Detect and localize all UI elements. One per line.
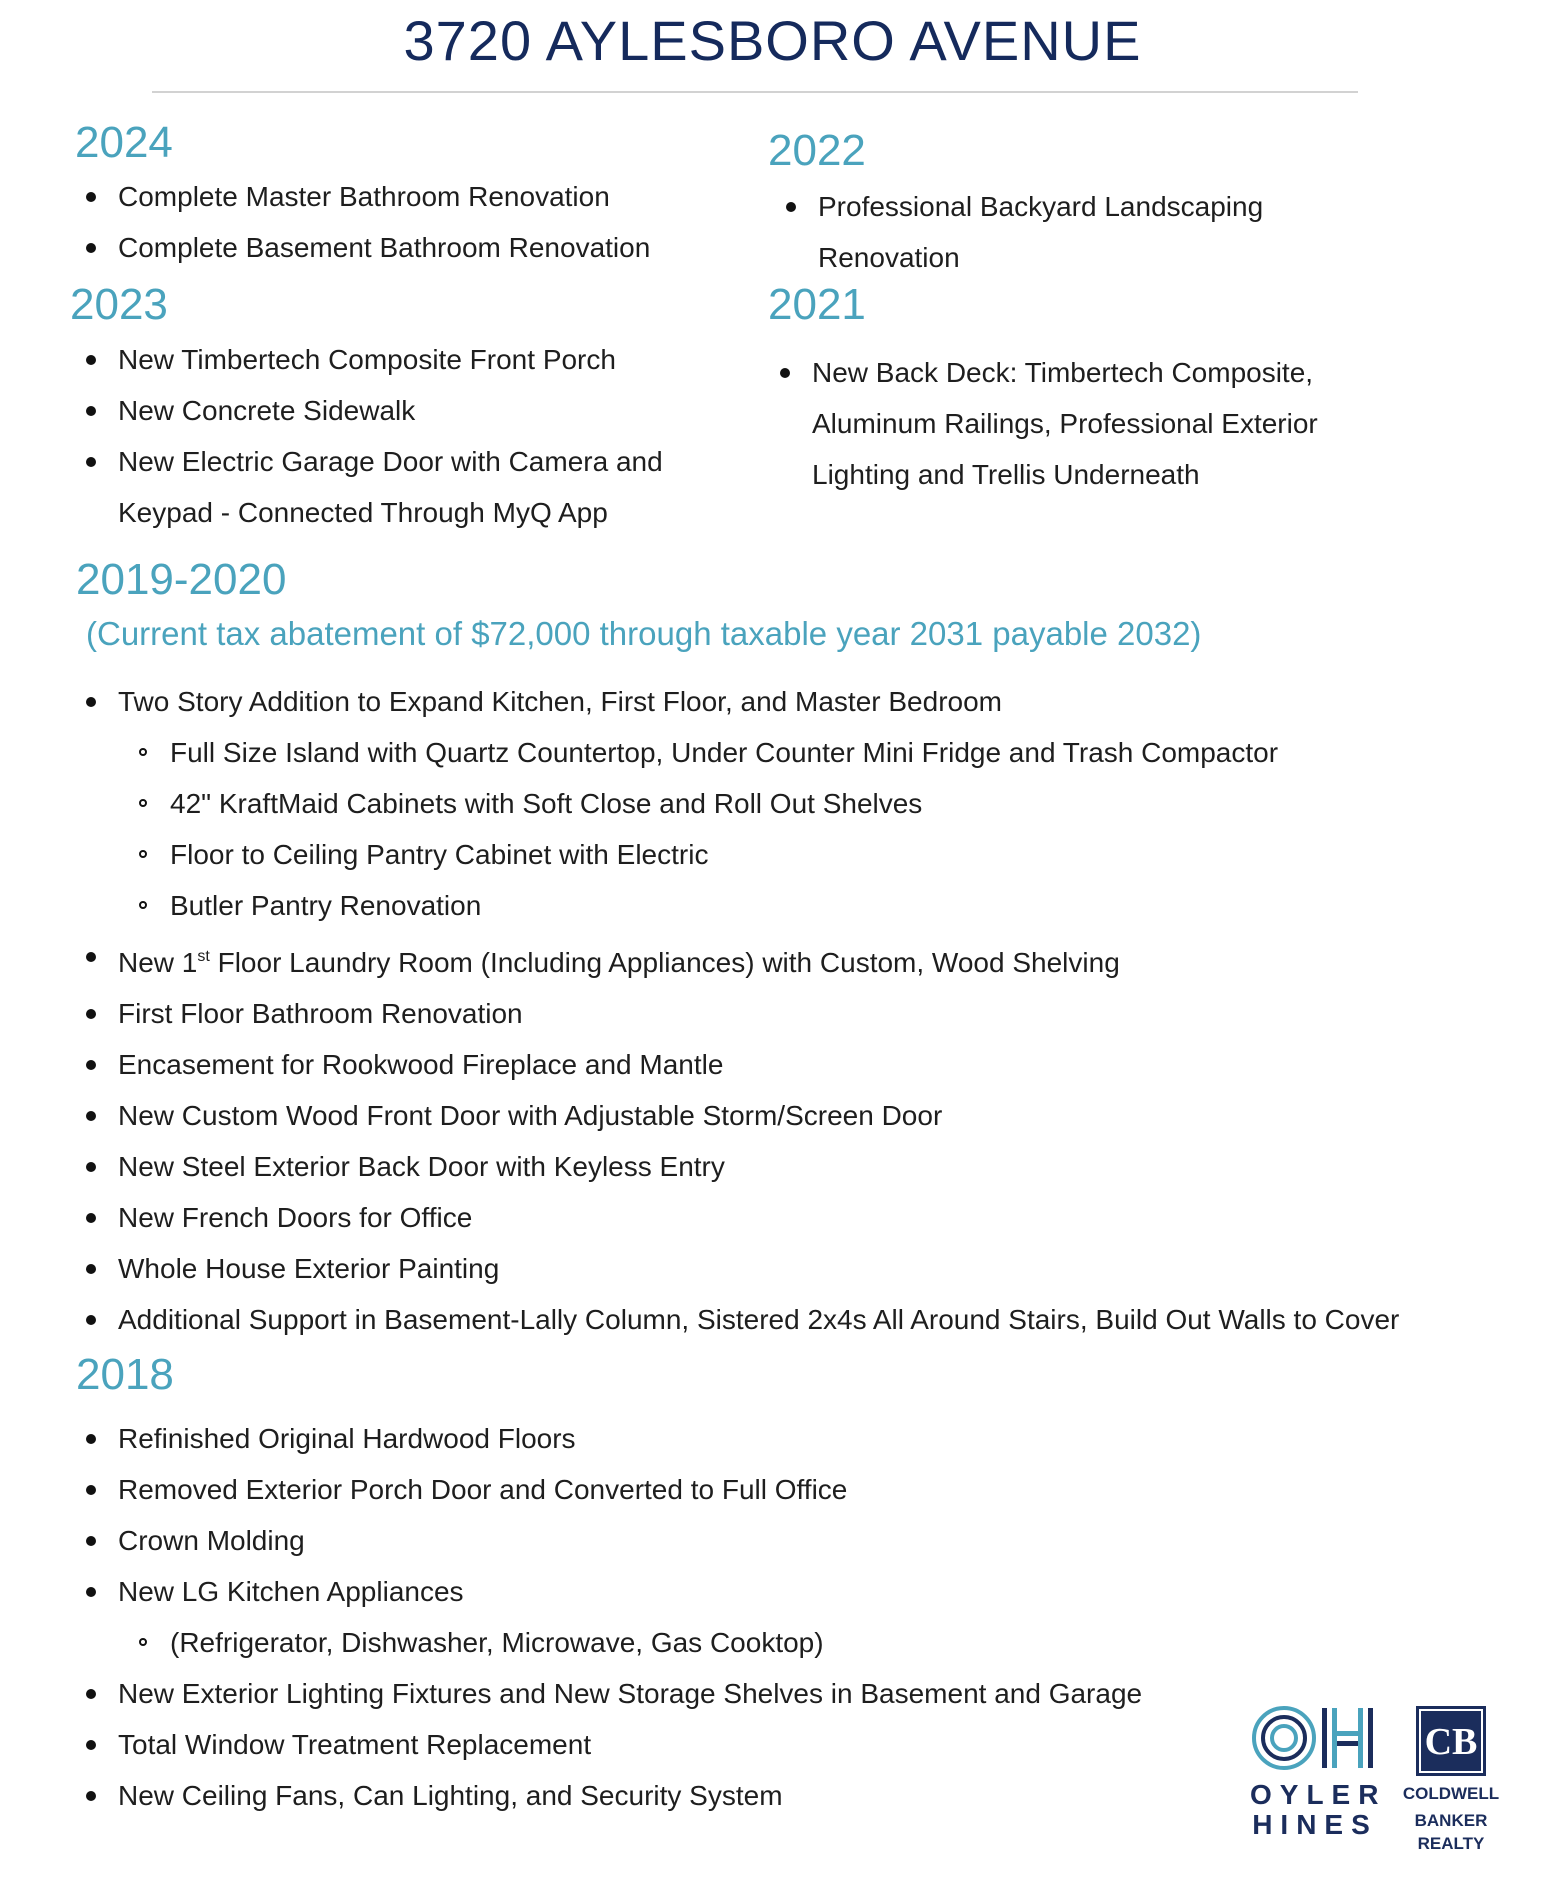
year-heading-2018: 2018 <box>76 1350 174 1399</box>
list-item: Total Window Treatment Replacement <box>118 1719 1142 1770</box>
list-item: New Custom Wood Front Door with Adjustable Storm/Screen Door <box>118 1090 1399 1141</box>
cb-text-line-3: REALTY <box>1417 1834 1485 1853</box>
sub-list-item: 42" KraftMaid Cabinets with Soft Close and Roll Out Shelves <box>170 778 1399 829</box>
year-heading-2021: 2021 <box>768 280 866 329</box>
list-item: New LG Kitchen Appliances <box>118 1566 1142 1617</box>
list-item-continuation: Lighting and Trellis Underneath <box>812 459 1200 490</box>
year-heading-2024: 2024 <box>75 118 173 167</box>
list-item: Refinished Original Hardwood Floors <box>118 1413 1142 1464</box>
list-item-continuation: Aluminum Railings, Professional Exterior <box>812 408 1318 439</box>
list-item-continuation: Keypad - Connected Through MyQ App <box>118 497 608 528</box>
sub-list-item: Full Size Island with Quartz Countertop, Under Counter Mini Fridge and Trash Compactor <box>170 727 1399 778</box>
list-item: Whole House Exterior Painting <box>118 1243 1399 1294</box>
cb-text-line-1: COLDWELL <box>1402 1784 1500 1803</box>
year-heading-2022: 2022 <box>768 126 866 175</box>
cb-text-line-2: BANKER <box>1414 1811 1488 1830</box>
list-item: Additional Support in Basement-Lally Column, Sistered 2x4s All Around Stairs, Build Out Walls to Cover <box>118 1294 1399 1345</box>
list-2022 <box>818 181 1263 283</box>
list-item: Encasement for Rookwood Fireplace and Mantle <box>118 1039 1399 1090</box>
list-2024 <box>118 171 650 273</box>
year-heading-2023: 2023 <box>70 280 168 329</box>
laundry-text-pre: New 1 <box>118 947 198 978</box>
sub-list-item: Butler Pantry Renovation <box>170 880 1399 931</box>
list-item: New Ceiling Fans, Can Lighting, and Security System <box>118 1770 1142 1821</box>
tax-abatement-note: (Current tax abatement of $72,000 through taxable year 2031 payable 2032) <box>86 615 1202 652</box>
list-item-continuation: Renovation <box>818 242 960 273</box>
list-item: Crown Molding <box>118 1515 1142 1566</box>
oh-monogram-icon <box>1250 1705 1380 1775</box>
coldwell-banker-logo <box>1395 1706 1507 1853</box>
year-heading-2019-2020: 2019-2020 <box>76 555 287 604</box>
oh-text-line-2: HINES <box>1252 1809 1378 1840</box>
list-2021 <box>812 347 1318 500</box>
cb-mark: CB <box>1424 1721 1478 1763</box>
list-2023 <box>118 334 663 538</box>
list-2018 <box>118 1413 1142 1821</box>
page-title: 3720 AYLESBORO AVENUE <box>403 9 1142 72</box>
sub-list-item: (Refrigerator, Dishwasher, Microwave, Gas Cooktop) <box>170 1617 1142 1668</box>
list-item: New Concrete Sidewalk <box>118 385 663 436</box>
list-2019-2020 <box>118 676 1399 1345</box>
list-item: Two Story Addition to Expand Kitchen, First Floor, and Master Bedroom <box>118 676 1399 727</box>
cb-monogram-icon <box>1416 1706 1486 1776</box>
list-item: New Exterior Lighting Fixtures and New Storage Shelves in Basement and Garage <box>118 1668 1142 1719</box>
list-item: Removed Exterior Porch Door and Converted to Full Office <box>118 1464 1142 1515</box>
list-item: Professional Backyard Landscaping <box>818 181 1263 232</box>
list-item: First Floor Bathroom Renovation <box>118 988 1399 1039</box>
list-item: New Steel Exterior Back Door with Keyless Entry <box>118 1141 1399 1192</box>
list-item: Complete Master Bathroom Renovation <box>118 171 650 222</box>
list-item: New Timbertech Composite Front Porch <box>118 334 663 385</box>
laundry-text-post: Floor Laundry Room (Including Appliances) with Custom, Wood Shelving <box>209 947 1120 978</box>
list-item: New Back Deck: Timbertech Composite, <box>812 347 1318 398</box>
list-item: New French Doors for Office <box>118 1192 1399 1243</box>
laundry-superscript: st <box>197 948 210 965</box>
oyler-hines-logo <box>1250 1705 1387 1840</box>
list-item-laundry <box>118 931 1399 988</box>
list-item: New Electric Garage Door with Camera and <box>118 436 663 487</box>
title-divider <box>152 91 1358 93</box>
list-item: Complete Basement Bathroom Renovation <box>118 222 650 273</box>
oh-text-line-1: OYLER <box>1250 1779 1387 1810</box>
sub-list-item: Floor to Ceiling Pantry Cabinet with Electric <box>170 829 1399 880</box>
